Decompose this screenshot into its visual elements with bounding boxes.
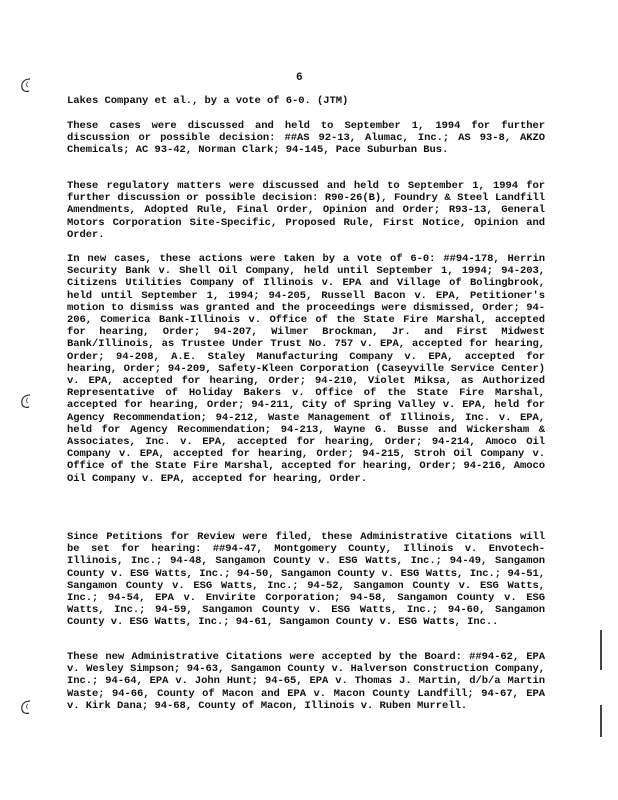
- scan-edge-mark: [600, 630, 602, 670]
- hole-punch-icon: [18, 698, 36, 716]
- paragraph-new-cases: In new cases, these actions were taken by a vote of 6-0: ##94-178, Herrin Security Bank v. Shell Oil Company, held until September 1, 1994; 94-203, Citizens Utilities Company of Illinois v. EPA and Village of Bolingbrook, held until September 1, 1994; 94-205, Russell Bacon v. EPA, Petitioner's motion to dismiss was granted and the proceedings were dismissed, Order; 94-206, Comerica Bank-Illinois v. Office of the State Fire Marshal, accepted for hearing, Order; 94-207, Wilmer Brockman, Jr. and First Midwest Bank/Illinois, as Trustee Under Trust No. 757 v. EPA, accepted for hearing, Order; 94-208, A.E. Staley Manufacturing Company v. EPA, accepted for hearing, Order; 94-209, Safety-Kleen Corporation (Caseyville Service Center) v. EPA, accepted for hearing, Order; 94-210, Violet Miksa, as Authorized Representative of Holiday Bakers v. Office of the State Fire Marshal, accepted for hearing, Order; 94-211, City of Spring Valley v. EPA, held for Agency Recommendation; 94-212, Waste Management of Illinois, Inc. v. EPA, held for Agency Recommendation; 94-213, Wayne G. Busse and Wickersham & Associates, Inc. v. EPA, accepted for hearing, Order; 94-214, Amoco Oil Company v. EPA, accepted for hearing, Order; 94-215, Stroh Oil Company v. Office of the State Fire Marshal, accepted for hearing, Order; 94-216, Amoco Oil Company v. EPA, accepted for hearing, Order.: [67, 253, 545, 485]
- page-number: 6: [296, 72, 303, 84]
- paragraph-vote-continuation: Lakes Company et al., by a vote of 6-0. (JTM): [67, 95, 349, 107]
- hole-punch-icon: [18, 392, 36, 410]
- paragraph-new-administrative-citations: These new Administrative Citations were accepted by the Board: ##94-62, EPA v. Wesley Simpson; 94-63, Sangamon County v. Halverson Construction Company, Inc.; 94-64, EPA v. John Hunt; 94-65, EPA v. Thomas J. Martin, d/b/a Martin Waste; 94-66, County of Macon and EPA v. Macon County Landfill; 94-67, EPA v. Kirk Dana; 94-68, County of Macon, Illinois v. Ruben Murrell.: [67, 651, 545, 712]
- paragraph-regulatory-matters: These regulatory matters were discussed and held to September 1, 1994 for further discussion or possible decision: R90-26(B), Foundry & Steel Landfill Amendments, Adopted Rule, Final Order, Opinion and Order; R93-13, General Motors Corporation Site-Specific, Proposed Rule, First Notice, Opinion and Order.: [67, 180, 545, 241]
- scan-edge-mark: [600, 705, 602, 737]
- paragraph-held-cases: These cases were discussed and held to September 1, 1994 for further discussion or possible decision: ##AS 92-13, Alumac, Inc.; AS 93-8, AKZO Chemicals; AC 93-42, Norman Clark; 94-145, Pace Suburban Bus.: [67, 120, 545, 157]
- hole-punch-icon: [18, 76, 36, 94]
- paragraph-petitions-for-review: Since Petitions for Review were filed, these Administrative Citations will be set for hearing: ##94-47, Montgomery County, Illinois v. Envotech-Illinois, Inc.; 94-48, Sangamon County v. ESG Watts, Inc.; 94-49, Sangamon County v. ESG Watts, Inc.; 94-50, Sangamon County v. ESG Watts, Inc.; 94-51, Sangamon County v. ESG Watts, Inc.; 94-52, Sangamon County v. ESG Watts, Inc.; 94-54, EPA v. Envirite Corporation; 94-58, Sangamon County v. ESG Watts, Inc.; 94-59, Sangamon County v. ESG Watts, Inc.; 94-60, Sangamon County v. ESG Watts, Inc.; 94-61, Sangamon County v. ESG Watts, Inc..: [67, 531, 545, 629]
